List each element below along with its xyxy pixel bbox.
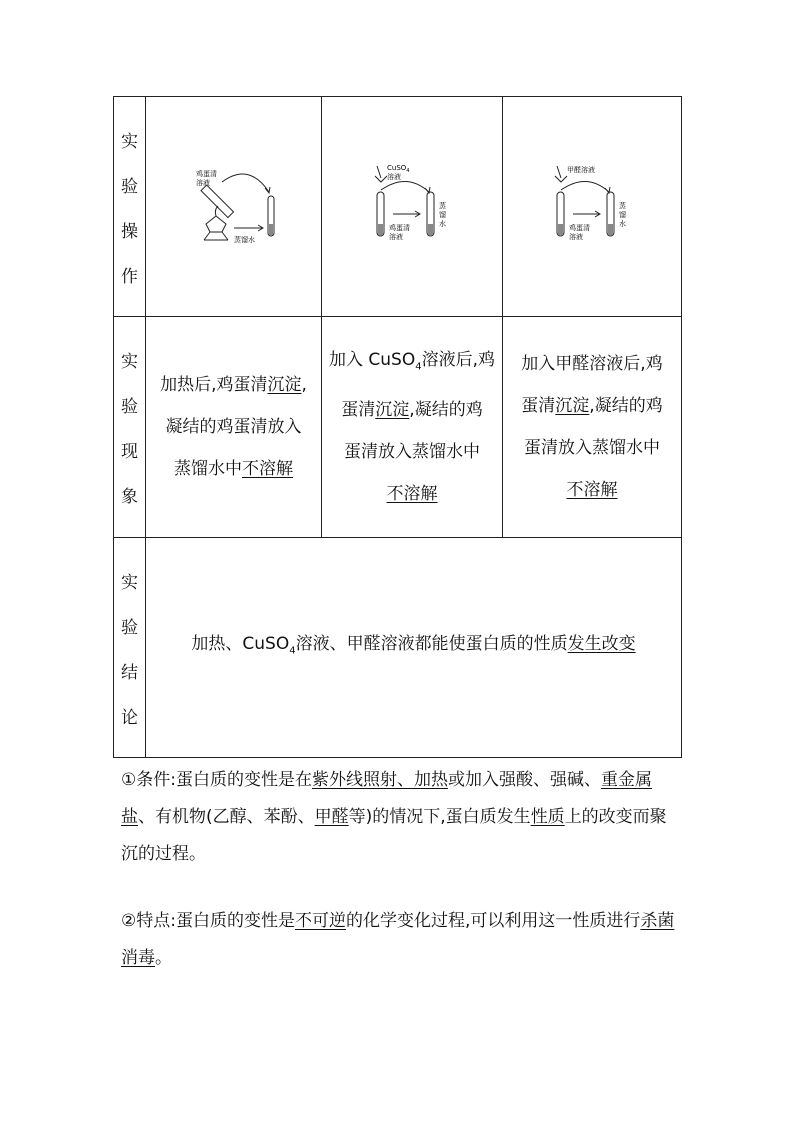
header-char: 实 [121,572,138,593]
phenomenon-formaldehyde [503,317,682,538]
fig1-label-top-1: 鸡蛋清 [195,169,217,178]
phen3-line1: 加入甲醛溶液后,鸡 [521,354,663,374]
table-row-conclusion [114,538,682,758]
header-char: 论 [121,707,138,728]
header-char: 现 [121,442,138,462]
phen1-line1: 加热后,鸡蛋清沉淀, [160,375,307,395]
fig2-label-bottom-1: 鸡蛋清 [389,223,410,232]
cuso4-apparatus-figure [367,162,457,252]
phen3-line4: 不溶解 [566,480,618,500]
conclusion-b: 溶液、甲醛溶液都能使蛋白质的性质 [295,633,568,654]
fig3-label-right-1: 蒸 [619,201,626,210]
fig2-label-top-1: CuSO$_4$ [387,163,410,174]
conclusion-underlined: 发生改变 [567,633,636,654]
phen3-line3: 蛋清放入蒸馏水中 [524,438,660,458]
figure-cuso4 [322,97,503,317]
fig2-label-top-2: 溶液 [387,172,401,181]
fig3-label-right-2: 馏 [619,210,626,219]
phenomenon-cuso4 [322,317,503,538]
header-char: 验 [121,397,138,417]
paragraph-feature: ②特点:蛋白质的变性是不可逆的化学变化过程,可以利用这一性质进行杀菌消毒。 [121,911,675,968]
conclusion-sub: 4 [289,645,296,657]
phen2-line4: 不溶解 [386,483,438,504]
phenomenon-heating [146,317,322,538]
figure-formaldehyde [503,97,682,317]
fig3-label-right-3: 水 [619,219,626,228]
header-char: 验 [121,617,138,638]
figure-heating [146,97,322,317]
fig2-label-right-3: 水 [439,219,446,228]
header-char: 实 [121,131,138,152]
header-char: 验 [121,176,138,197]
fig2-label-right-1: 蒸 [439,201,446,210]
fig1-label-bottom: 蒸馏水 [233,235,255,244]
row-header-conclusion [114,538,146,758]
header-char: 结 [121,662,138,683]
row-header-phenomenon [114,317,146,538]
fig1-label-top-2: 溶液 [195,178,210,187]
fig2-label-right-2: 馏 [439,210,446,219]
phen2-line2: 蛋清沉淀,凝结的鸡 [341,399,483,420]
phen3-line2: 蛋清沉淀,凝结的鸡 [521,396,663,416]
header-char: 象 [121,487,138,507]
phen1-line3: 蒸馏水中不溶解 [174,459,293,479]
fig3-label-bottom-1: 鸡蛋清 [569,223,590,232]
phen2-line1: 加入 CuSO$_4$溶液后,鸡 [328,350,495,373]
experiment-table [113,96,682,758]
header-char: 作 [121,266,138,287]
table-row-operation [114,97,682,317]
row-header-operation [114,97,146,317]
conclusion-cell [146,538,682,758]
fig3-label-top: 甲醛溶液 [567,165,595,174]
header-char: 实 [121,352,138,372]
fig3-label-bottom-2: 溶液 [569,232,583,241]
header-char: 操 [121,221,138,242]
fig2-label-bottom-2: 溶液 [389,232,403,241]
formaldehyde-apparatus-figure [547,162,637,252]
phen1-line2: 凝结的鸡蛋清放入 [165,417,302,437]
heating-apparatus-figure [174,162,294,252]
conclusion-a: 加热、CuSO [191,633,290,654]
phen2-line3: 蛋清放入蒸馏水中 [344,441,480,462]
table-row-phenomenon [114,317,682,538]
paragraph-condition: ①条件:蛋白质的变性是在紫外线照射、加热或加入强酸、强碱、重金属盐、有机物(乙醇、苯酚、甲醛等)的情况下,蛋白质发生性质上的改变而聚沉的过程。 [121,770,667,864]
